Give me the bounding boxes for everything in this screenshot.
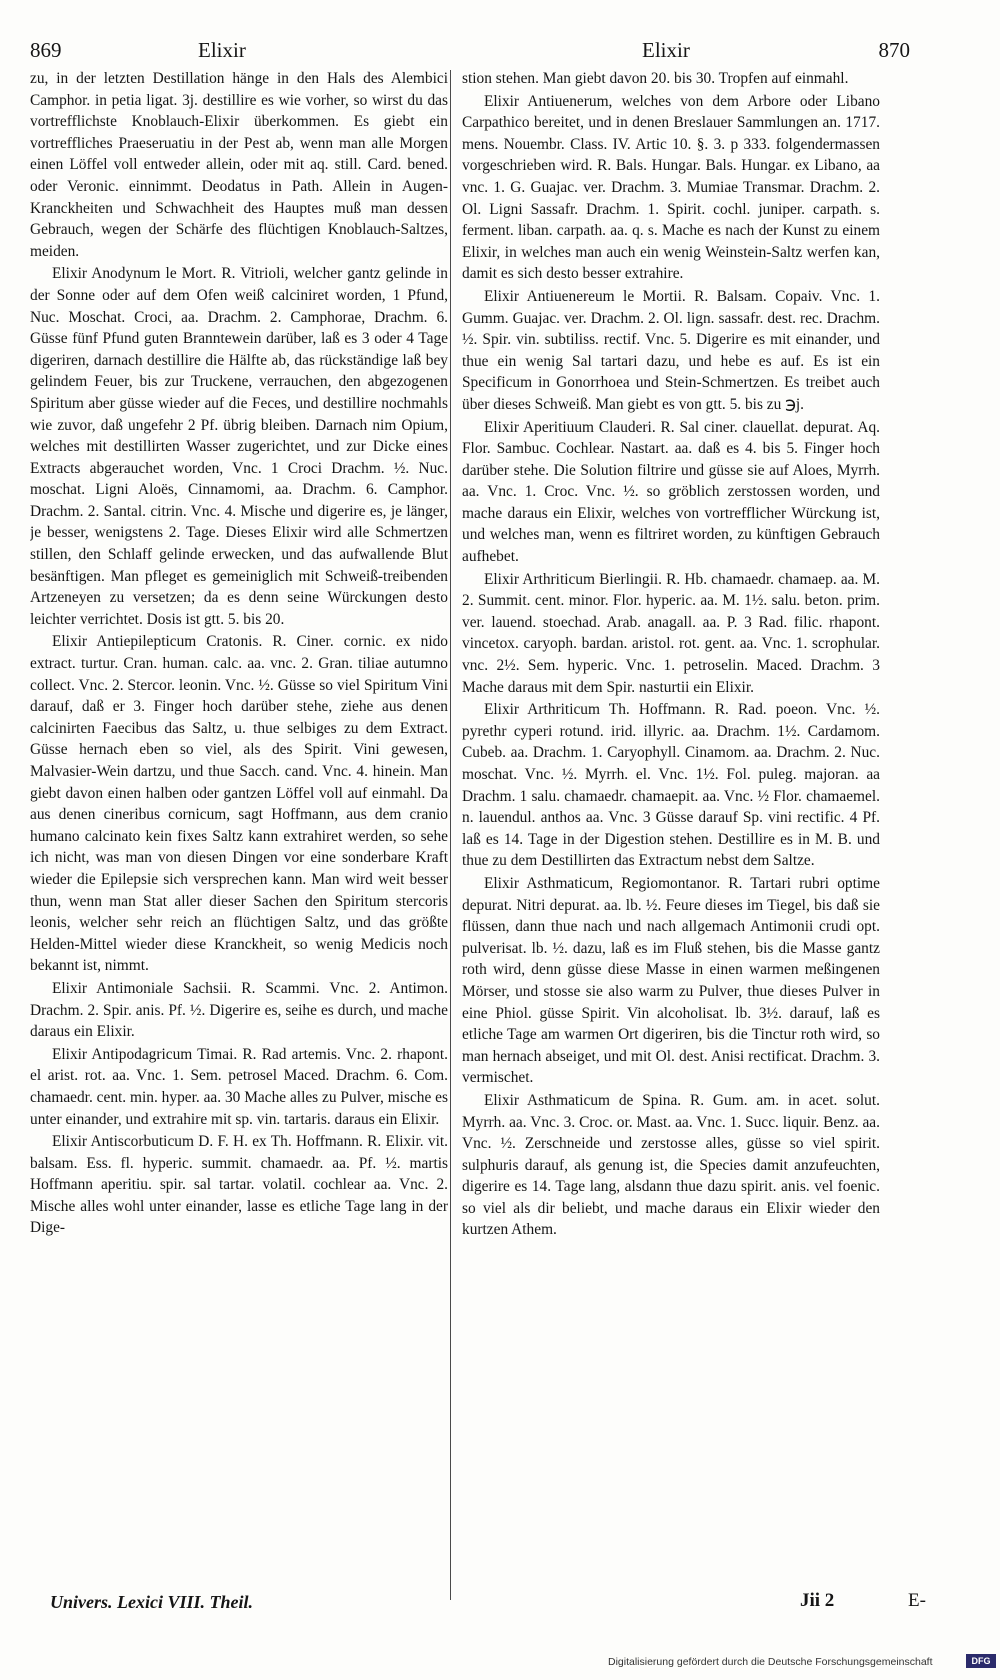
paragraph: Elixir Asthmaticum, Regiomontanor. R. Tartari rubri optime depurat. Nitri depurat. aa. lb. ½. Feure dieses im Tiegel, bis daß sie flüssen, dann thue nach und nach allgemach Antimonii crudi opt. pulverisat. lb. ½. dazu, laß es im Fluß stehen, bis die Masse gantz roth wird, denn güsse diese Masse in einen warmen meßingenen Mörser, und stosse sie also warm zu Pulver, thue dieses Pulver in eine Phiol. güsse Spirit. Vin alcoholisat. lb. 3½. darauf, laß es etliche Tage am warmen Ort digeriren, bis die Tinctur roth wird, so man hernach abseiget, und mit Ol. dest. Anisi rectificat. Drachm. 3. vermischet. <box>462 874 880 1087</box>
paragraph: Elixir Antimoniale Sachsii. R. Scammi. Vnc. 2. Antimon. Drachm. 2. Spir. anis. Pf. ½. Digerire es, seihe es durch, und mache daraus ein Elixir. <box>30 979 448 1041</box>
right-page-number: 870 <box>878 38 910 62</box>
running-header <box>30 34 910 68</box>
paragraph: Elixir Arthriticum Bierlingii. R. Hb. chamaedr. chamaep. aa. M. 2. Summit. cent. minor. Flor. hyperic. aa. M. 1½. salu. beton. prim. ver. lauend. stoechad. Arab. anagall. aa. P. 3 Rad. filic. rhapont. vincetox. caryoph. bardan. aristol. rot. gent. aa. Vnc. 1. scrophular. vnc. 2½. Sem. hyperic. Vnc. 1. petroselin. Maced. Drachm. 3 Mache daraus mit dem Spir. nasturtii ein Elixir. <box>462 570 880 696</box>
right-text-column <box>462 68 880 1603</box>
dfg-logo-icon: DFG <box>966 1654 996 1668</box>
paragraph: Elixir Asthmaticum de Spina. R. Gum. am. in acet. solut. Myrrh. aa. Vnc. 3. Croc. or. Mast. aa. Vnc. 1. Succ. liquir. Benz. aa. Vnc. ½. Zerschneide und zerstosse alles, güsse so viel spirit. sulphuris darauf, als genung ist, die Species damit anzufeuchten, digerire es 14. Tage lang, alsdann thue dazu spirit. anis. vel foenic. so viel als dir beliebt, und mache daraus ein Elixir wieder den kurtzen Athem. <box>462 1091 880 1239</box>
column-divider <box>450 70 451 1600</box>
paragraph: Elixir Antiepilepticum Cratonis. R. Ciner. cornic. ex nido extract. turtur. Cran. human. calc. aa. vnc. 2. Gran. tiliae autumno collect. Vnc. 2. Stercor. leonin. Vnc. ½. Güsse so viel Spiritum Vini darauf, daß er 3. Finger hoch darüber stehe, ziehe aus denen calcinirten Faecibus das Saltz, u. thue selbiges zu dem Extract. Güsse hernach eben so viel, als des Spirit. Vini gewesen, Malvasier-Wein dartzu, und thue Sacch. cand. Vnc. 4. hinein. Man giebt davon einen halben oder gantzen Löffel voll auf einmahl. Da aus denen cineribus cornicum, sagt Hoffmann, aus dem cranio humano calcinato kein fixes Saltz kann extrahiret werden, so sehe ich nicht, was man von diesen Dingen vor eine sonderbare Kraft wieder die Epilepsie sich versprechen kann. Man wird weit besser thun, wenn man Stat aller dieser Sachen den Spiritum stercoris leonis, welcher sehr reich an flüchtigen Saltz, und das größte Helden-Mittel wieder diese Kranckheit, so wenig Medicis noch bekannt ist, nimmt. <box>30 633 448 975</box>
paragraph: zu, in der letzten Destillation hänge in den Hals des Alembici Camphor. in petia ligat. 3j. destillire es wie vorher, so wirst du das vortrefflichste Knoblauch-Elixir überkommen. Es giebt ein vortreffliches Praeseruatiu in der Pest ab, wenn man alle Morgen einen Löffel voll entweder allein, oder mit aq. still. Card. bened. oder Veronic. einnimmt. Deodatus in Path. Allein in Augen-Kranckheiten und Schwachheit des Hauptes muß man dessen Gebrauch, wegen der Schärfe des flüchtigen Knoblauch-Saltzes, meiden. <box>30 70 448 260</box>
paragraph: Elixir Aperitiuum Clauderi. R. Sal ciner. clauellat. depurat. Aq. Flor. Sambuc. Cochlear. Nastart. aa. daß es 4. bis 5. Finger hoch darüber stehe. Die Solution filtrire und güsse sie auf Aloes, Myrrh. aa. Vnc. 1. Croc. Vnc. ½. so gröblich zerstossen worden, und mache daraus ein Elixir, welches von vortrefflicher Würckung ist, und welches man, wenn es filtriret worden, zu künftigen Gebrauch aufhebet. <box>462 418 880 566</box>
paragraph: Elixir Antipodagricum Timai. R. Rad artemis. Vnc. 2. rhapont. el arist. rot. aa. Vnc. 1. Sem. petrosel Maced. Drachm. 6. Com. chamaedr. cent. min. hyper. aa. 30 Mache alles zu Pulver, mische es unter einander, und extrahire mit sp. vin. tartaris. daraus ein Elixir. <box>30 1045 448 1128</box>
left-running-title: Elixir <box>198 38 246 62</box>
paragraph: stion stehen. Man giebt davon 20. bis 30. Tropfen auf einmahl. <box>462 70 849 87</box>
paragraph: Elixir Arthriticum Th. Hoffmann. R. Rad. poeon. Vnc. ½. pyrethr cyperi rotund. irid. illyric. aa. Drachm. 1½. Cardamom. Cubeb. aa. Drachm. 1. Caryophyll. Cinamom. aa. Drachm. 2. Nuc. moschat. Vnc. ½. Myrrh. el. Vnc. 1½. Fol. puleg. majoran. aa Drachm. 1 salu. chamaedr. chamaepit. aa. Vnc. ½ Flor. chamaemel. n. lauendul. anthos aa. Vnc. 3 Güsse darauf Sp. vini rectific. 4 Pf. laß es 14. Tage in der Digestion stehen. Destillire es in M. B. und thue zu dem Destillirten das Extractum nebst dem Saltze. <box>462 701 880 870</box>
paragraph: Elixir Antiuenerum, welches von dem Arbore oder Libano Carpathico bereitet, und in denen Breslauer Sammlungen an. 1717. mens. Nouembr. Class. IV. Artic 10. §. 3. p 333. folgendermassen vorgeschrieben wird. R. Bals. Hungar. Bals. Hungar. ex Libano, aa vnc. 1. G. Guajac. ver. Drachm. 3. Mumiae Transmar. Drachm. 2. Ol. Ligni Sassafr. Drachm. 1. Spirit. cochl. juniper. carpath. s. ferment. liban. carpath. aa. q. s. Mache es nach der Kunst zu einem Elixir, in welches man auch ein wenig Weinstein-Saltz werfen kan, damit es sich desto besser extrahire. <box>462 92 880 283</box>
volume-footer: Univers. Lexici VIII. Theil. <box>50 1592 253 1612</box>
paragraph: Elixir Antiuenereum le Mortii. R. Balsam. Copaiv. Vnc. 1. Gumm. Guajac. ver. Drachm. 2. Ol. lign. sassafr. dest. rec. Drachm. ½. Spir. vin. subtiliss. rectif. Vnc. 5. Digerire es mit einander, und thue ein wenig Sal tartari dazu, und hebe es auf. Es ist ein Specificum in Gonorrhoea und Stein-Schmertzen. Es treibet auch über dieses Schweiß. Man giebt es von gtt. 5. bis zu ℈j. <box>462 287 880 413</box>
left-text-column <box>30 68 448 1628</box>
signature-mark: Jii 2 <box>800 1590 835 1611</box>
right-running-title: Elixir <box>642 38 690 62</box>
paragraph: Elixir Antiscorbuticum D. F. H. ex Th. Hoffmann. R. Elixir. vit. balsam. Ess. fl. hyperic. summit. chamaedr. aa. Pf. ½. martis Hoffmann aperitiu. spir. sal tartar. volatil. cochlear aa. Vnc. 2. Mische alles wohl unter einander, lasse es etliche Tage lang in der Dige- <box>30 1133 448 1237</box>
catchword: E- <box>908 1590 926 1611</box>
left-page-number: 869 <box>30 38 62 62</box>
paragraph: Elixir Anodynum le Mort. R. Vitrioli, welcher gantz gelinde in der Sonne oder auf dem Ofen weiß calciniret worden, 1 Pfund, Nuc. Moschat. Croci, aa. Drachm. 2. Camphorae, Drachm. 6. Güsse fünf Pfund guten Branntewein darüber, laß es 3 oder 4 Tage digeriren, darnach destillire die Hälfte ab, das rückständige laß bey gelindem Feuer, bis zur Truckene, verrauchen, den abgezogenen Spiritum aber güsse wieder auf die Feces, und destillire nochmahls wie zuvor, daß ungefehr 2 Pf. übrig bleiben. Darnach nim Opium, welches mit destillirten Wasser zugerichtet, und zur Dicke eines Extracts abgerauchet worden, Vnc. 1 Croci Drachm. ½. Nuc. moschat. Ligni Aloës, Cinnamomi, aa. Drachm. 6. Camphor. Drachm. 2. Santal. citrin. Vnc. 4. Mische und digerire es, je länger, je besser, wenigstens 2. Tage. Dieses Elixir wird alle Schmertzen stillen, den Schlaff gelinde erwecken, und das aufwallende Blut besänftigen. Man pfleget es gemeiniglich mit Schweiß-treibenden Artzeneyen zu versetzen; da es denn seine Würckungen desto leichter verrichtet. Dosis ist gtt. 5. bis 20. <box>30 265 448 628</box>
digitization-credit: Digitalisierung gefördert durch die Deutsche Forschungsgemeinschaft <box>608 1656 933 1668</box>
